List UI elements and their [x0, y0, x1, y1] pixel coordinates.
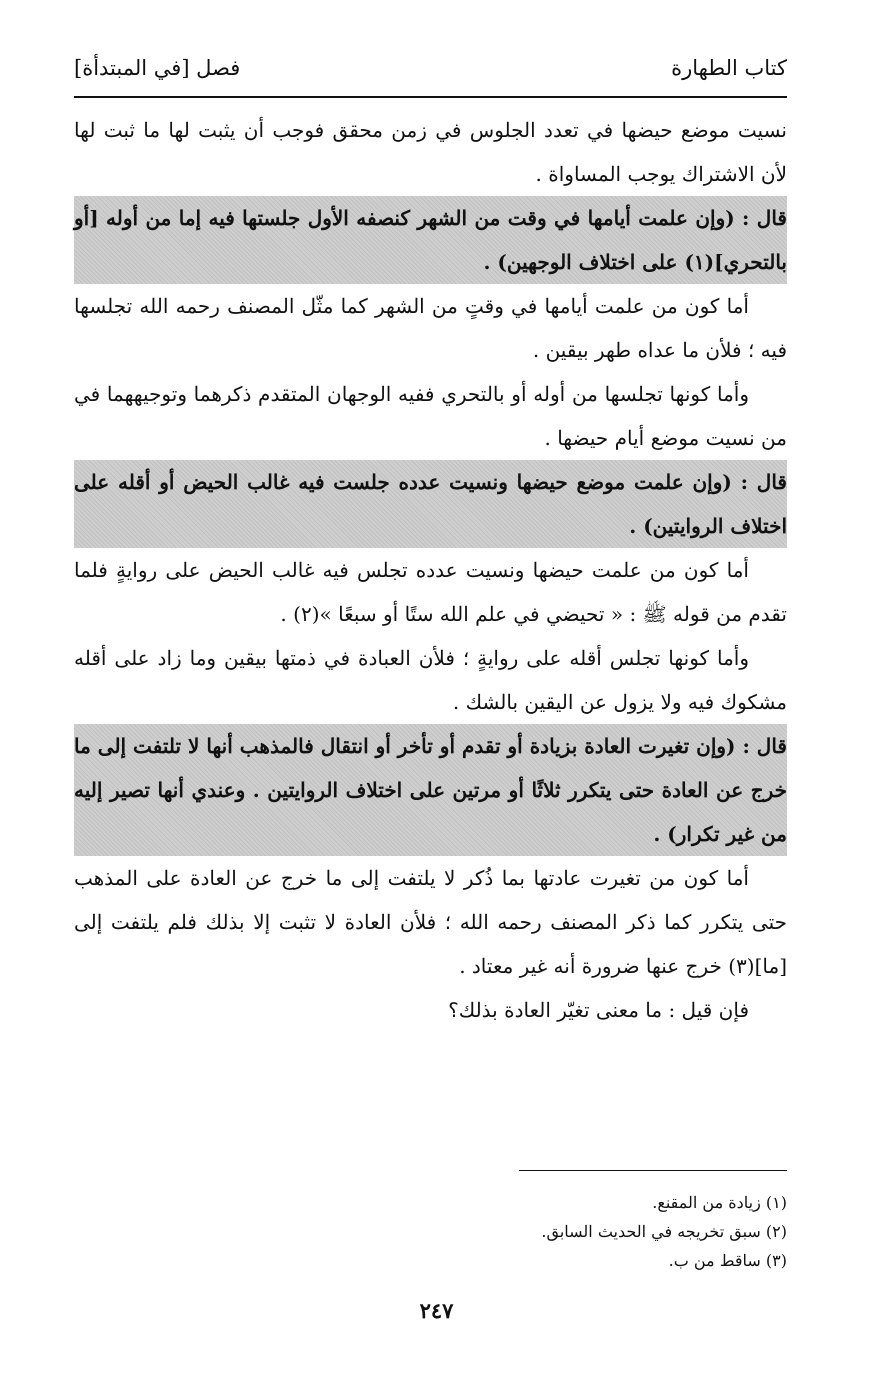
main-text — [74, 108, 787, 1032]
footnote: (٢) سبق تخريجه في الحديث السابق. — [541, 1222, 787, 1241]
paragraph: وأما كونها تجلسها من أوله أو بالتحري ففيه الوجهان المتقدم ذكرهما وتوجيههما في من نسيت موضع أيام حيضها . — [74, 382, 787, 450]
paragraph: نسيت موضع حيضها في تعدد الجلوس في زمن محقق فوجب أن يثبت لها ما ثبت لها لأن الاشتراك يوجب المساواة . — [74, 118, 787, 186]
page-number: ٢٤٧ — [419, 1298, 454, 1323]
paragraph: أما كون من علمت حيضها ونسيت عدده تجلس فيه غالب الحيض على روايةٍ فلما تقدم من قوله ﷺ : « تحيضي في علم الله ستًا أو سبعًا »(٢) . — [74, 558, 787, 626]
quoted-matn: قال : (وإن علمت موضع حيضها ونسيت عدده جلست فيه غالب الحيض أو أقله على اختلاف الروايتين) . — [74, 460, 787, 548]
footnote: (٣) ساقط من ب. — [668, 1251, 787, 1270]
quoted-matn: قال : (وإن تغيرت العادة بزيادة أو تقدم أو تأخر أو انتقال فالمذهب أنها لا تلتفت إلى ما خرج عن العادة حتى يتكرر ثلاثًا أو مرتين على اختلاف الروايتين . وعندي أنها تصير إليه من غير تكرار) . — [74, 724, 787, 856]
footnote: (١) زيادة من المقنع. — [652, 1193, 787, 1212]
paragraph: وأما كونها تجلس أقله على روايةٍ ؛ فلأن العبادة في ذمتها بيقين وما زاد على أقله مشكوك فيه ولا يزول عن اليقين بالشك . — [74, 646, 787, 714]
quoted-matn: قال : (وإن علمت أيامها في وقت من الشهر كنصفه الأول جلستها فيه إما من أوله [أو بالتحري](١) على اختلاف الوجهين) . — [74, 196, 787, 284]
paragraph: فإن قيل : ما معنى تغيّر العادة بذلك؟ — [448, 998, 749, 1022]
section-title: فصل [في المبتدأة] — [74, 56, 241, 80]
footnotes — [74, 1188, 787, 1275]
footnote-divider — [519, 1170, 787, 1171]
book-title: كتاب الطهارة — [671, 56, 787, 80]
running-header — [74, 48, 787, 88]
paragraph: أما كون من علمت أيامها في وقتٍ من الشهر كما مثّل المصنف رحمه الله تجلسها فيه ؛ فلأن ما عداه طهر بيقين . — [74, 294, 787, 362]
header-divider — [74, 96, 787, 98]
paragraph: أما كون من تغيرت عادتها بما ذُكر لا يلتفت إلى ما خرج عن العادة على المذهب حتى يتكرر كما ذكر المصنف رحمه الله ؛ فلأن العادة لا تثبت إلا بذلك فلم يلتفت إلى [ما](٣) خرج عنها ضرورة أنه غير معتاد . — [74, 866, 787, 978]
